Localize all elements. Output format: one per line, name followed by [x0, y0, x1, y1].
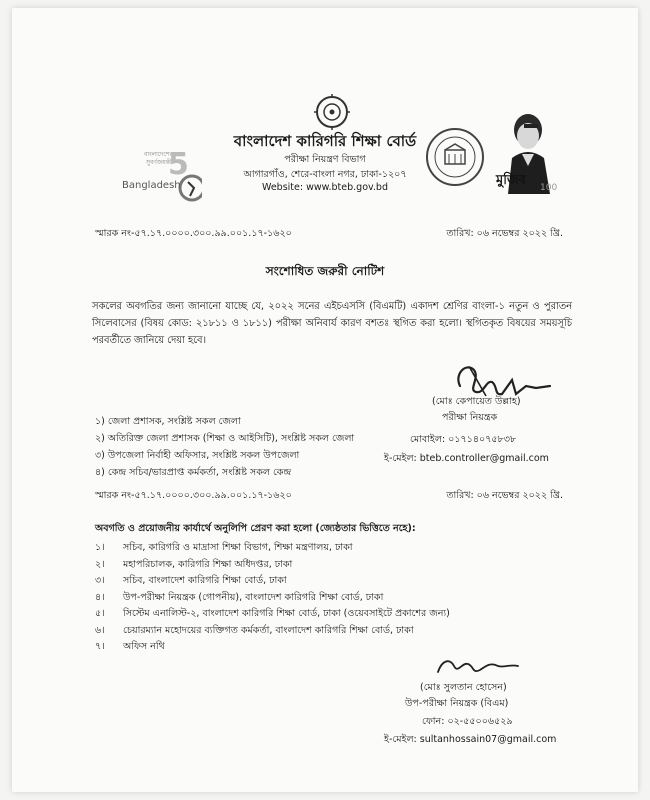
memo-reference: স্মারক নং-৫৭.১৭.০০০০.৩০০.৯৯.০০১.১৭-১৬২০ [95, 228, 292, 239]
svg-text:সুবর্ণজয়ন্তী: সুবর্ণজয়ন্তী [146, 159, 172, 166]
svg-text:Bangladesh: Bangladesh [122, 180, 181, 191]
org-name: বাংলাদেশ কারিগরি শিক্ষা বোর্ড [233, 132, 417, 150]
list-item: ১) জেলা প্রশাসক, সংশ্লিষ্ট সকল জেলা [95, 416, 241, 427]
notice-body: সকলের অবগতির জন্য জানানো যাচ্ছে যে, ২০২২ সনের এইচএসসি (বিএমটি) একাদশ শ্রেণির বাংলা-১ নতুন ও পুরাতন সিলেবাসের (বিষয় কোড: ২১৮১১ ও ১৮১১) পরীক্ষা অনিবার্য কারণ বশতঃ স্থগিত করা হলো। স্থগিতকৃত বিষয়ের সময়সূচি পরবর্তীতে জানিয়ে দেয়া হবে। [92, 301, 572, 346]
svg-text:বাংলাদেশের: বাংলাদেশের [144, 151, 173, 158]
signatory1-mobile: মোবাইল: ০১৭১৪০৭৫৮৩৮ [410, 434, 517, 445]
memo-reference-copy: স্মারক নং-৫৭.১৭.০০০০.৩০০.৯৯.০০১.১৭-১৬২০ [95, 490, 292, 501]
list-item: ৪) কেন্দ্র সচিব/ভারপ্রাপ্ত কর্মকর্তা, সংশ্লিষ্ট সকল কেন্দ্র [95, 467, 292, 478]
svg-text:100: 100 [540, 183, 558, 193]
list-item: ৪। উপ-পরীক্ষা নিয়ন্ত্রক (গোপনীয়), বাংলাদেশ কারিগরি শিক্ষা বোর্ড, ঢাকা [95, 591, 384, 603]
signatory1-email: ই-মেইল: bteb.controller@gmail.com [384, 453, 549, 464]
government-emblem [312, 92, 352, 132]
list-item: ৫। সিস্টেম এনালিস্ট-২, বাংলাদেশ কারিগরি শিক্ষা বোর্ড, ঢাকা (ওয়েবসাইটে প্রকাশের জন্য) [95, 608, 450, 619]
memo-date: তারিখ: ০৬ নভেম্বর ২০২২ খ্রি. [446, 228, 563, 239]
memo-date-copy: তারিখ: ০৬ নভেম্বর ২০২২ খ্রি. [446, 490, 563, 501]
signatory2-name: (মোঃ সুলতান হোসেন) [420, 682, 507, 693]
signatory1-name: (মোঃ কেপায়েত উল্লাহ) [432, 396, 521, 407]
list-item: ৩) উপজেলা নির্বাহী অফিসার, সংশ্লিষ্ট সকল উপজেলা [95, 450, 300, 461]
copy-heading: অবগতি ও প্রয়োজনীয় কার্যার্থে অনুলিপি প্রেরণ করা হলো (জ্যেষ্ঠতার ভিত্তিতে নহে): [95, 523, 416, 534]
signatory2-designation: উপ-পরীক্ষা নিয়ন্ত্রক (বিএম) [405, 698, 509, 709]
svg-text:5: 5 [168, 147, 189, 182]
board-seal [424, 126, 486, 188]
notice-title: সংশোধিত জরুরী নোটিশ [265, 264, 385, 278]
signatory2-email: ই-মেইল: sultanhossain07@gmail.com [384, 734, 557, 745]
svg-text:মুজিব: মুজিব [496, 173, 526, 188]
list-item: ২। মহাপরিচালক, কারিগরি শিক্ষা অধিদপ্তর, ঢাকা [95, 558, 293, 570]
website: Website: www.bteb.gov.bd [261, 182, 388, 193]
department: পরীক্ষা নিয়ন্ত্রণ বিভাগ [284, 154, 366, 165]
signatory1-designation: পরীক্ষা নিয়ন্ত্রক [442, 412, 498, 423]
list-item: ১। সচিব, কারিগরি ও মাদ্রাসা শিক্ষা বিভাগ, শিক্ষা মন্ত্রণালয়, ঢাকা [95, 542, 353, 553]
distribution-list-1 [95, 413, 354, 481]
list-item: ৬। চেয়ারম্যান মহোদয়ের ব্যক্তিগত কর্মকর্তা, বাংলাদেশ কারিগরি শিক্ষা বোর্ড, ঢাকা [95, 624, 414, 636]
portrait-image [490, 108, 560, 194]
notice-page [12, 8, 638, 792]
address: আগারগাঁও, শেরে-বাংলা নগর, ঢাকা-১২০৭ [243, 169, 407, 180]
signatory2-phone: ফোন: ০২-৫৫০০৬৫২৯ [422, 716, 513, 727]
list-item: ৩। সচিব, বাংলাদেশ কারিগরি শিক্ষা বোর্ড, ঢাকা [95, 575, 287, 586]
list-item: ২) অতিরিক্ত জেলা প্রশাসক (শিক্ষা ও আইসিটি), সংশ্লিষ্ট সকল জেলা [95, 433, 355, 444]
list-item: ৭। অফিস নথি [95, 641, 165, 652]
distribution-list-2 [95, 540, 450, 656]
signature-deputy [432, 650, 522, 682]
